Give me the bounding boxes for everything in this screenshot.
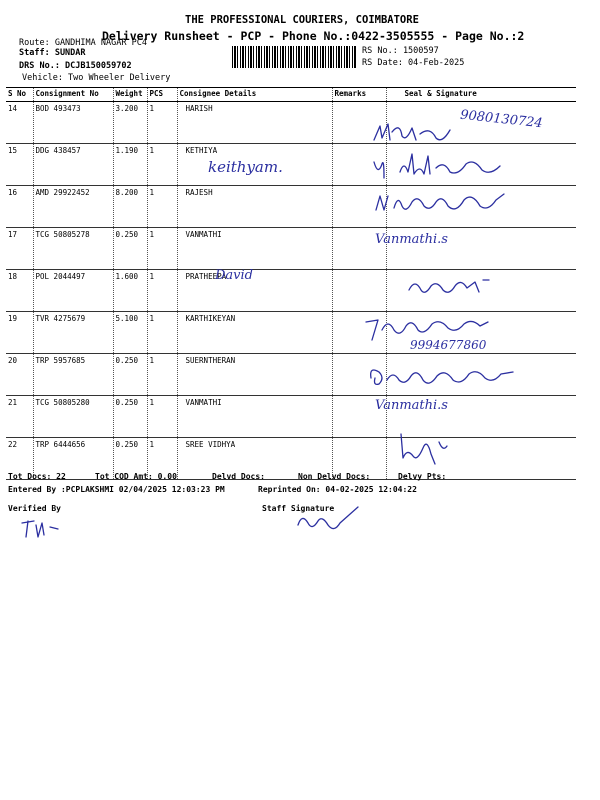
cell-pcs: 1 [147, 186, 177, 228]
cell-sno: 22 [6, 438, 33, 480]
cell-consignee: HARISH [177, 102, 332, 144]
cell-consignment: DDG 438457 [33, 144, 113, 186]
cell-consignee: KETHIYA [177, 144, 332, 186]
cell-consignee: KARTHIKEYAN [177, 312, 332, 354]
cell-consignee: RAJESH [177, 186, 332, 228]
table-row [6, 438, 576, 480]
cell-sno: 20 [6, 354, 33, 396]
rs-number: RS No.: 1500597 [362, 46, 439, 56]
cell-pcs: 1 [147, 354, 177, 396]
col-consignment: Consignment No [33, 88, 113, 102]
col-remarks: Remarks [332, 88, 386, 102]
table-row [6, 396, 576, 438]
cell-sno: 14 [6, 102, 33, 144]
route: Route: GANDHIMA NAGAR PC4 [19, 38, 147, 48]
non-delivered-docs: Non Delvd Docs: [298, 472, 371, 481]
cell-pcs: 1 [147, 270, 177, 312]
cell-sno: 17 [6, 228, 33, 270]
cell-consignment: AMD 29922452 [33, 186, 113, 228]
entered-by: Entered By :PCPLAKSHMI 02/04/2025 12:03:23 PM [8, 485, 225, 494]
company-name: THE PROFESSIONAL COURIERS, COIMBATORE [185, 14, 419, 26]
cell-weight: 1.190 [113, 144, 147, 186]
cell-weight: 8.200 [113, 186, 147, 228]
cell-weight: 0.250 [113, 438, 147, 480]
cell-sno: 16 [6, 186, 33, 228]
staff: Staff: SUNDAR [19, 48, 86, 58]
cell-consignment: TCG 50805280 [33, 396, 113, 438]
signature-22 [395, 428, 455, 468]
signature-18 [405, 274, 495, 300]
cell-consignee: SREE VIDHYA [177, 438, 332, 480]
cell-pcs: 1 [147, 396, 177, 438]
signature-20 [365, 362, 525, 392]
sheet-title: Delivery Runsheet - PCP - Phone No.:0422-3505555 - Page No.:2 [102, 29, 525, 43]
handwritten-phone-19: 9994677860 [410, 338, 487, 352]
signature-16 [372, 188, 522, 218]
cell-consignment: TCG 50805278 [33, 228, 113, 270]
rs-date: RS Date: 04-Feb-2025 [362, 58, 465, 68]
handwritten-consignee-15: keithyam. [208, 158, 283, 176]
cell-pcs: 1 [147, 144, 177, 186]
col-sno: S No [6, 88, 33, 102]
verified-by-label: Verified By [8, 504, 61, 513]
signature-15 [370, 150, 540, 182]
delivered-docs: Delvd Docs: [212, 472, 265, 481]
cell-consignee: SUERNTHERAN [177, 354, 332, 396]
handwritten-sign-17: Vanmathi.s [375, 232, 448, 247]
total-cod-amount: Tot COD Amt: 0.00 [95, 472, 177, 481]
cell-consignee: VANMATHI [177, 396, 332, 438]
cell-weight: 0.250 [113, 228, 147, 270]
table-row [6, 228, 576, 270]
table-header [6, 88, 576, 102]
cell-weight: 3.200 [113, 102, 147, 144]
handwritten-consignee-18: David [215, 268, 253, 283]
cell-remarks [332, 270, 386, 312]
col-signature: Seal & Signature [386, 88, 576, 102]
cell-pcs: 1 [147, 438, 177, 480]
signature-19 [362, 312, 502, 342]
col-pcs: PCS [147, 88, 177, 102]
handwritten-phone-14: 9080130724 [459, 107, 544, 132]
cell-weight: 5.100 [113, 312, 147, 354]
signature-14 [370, 118, 460, 148]
cell-consignee: PRATHEEPA [177, 270, 332, 312]
cell-sno: 19 [6, 312, 33, 354]
drs-number: DRS No.: DCJB150059702 [19, 61, 132, 71]
cell-consignment: TVR 4275679 [33, 312, 113, 354]
cell-sno: 21 [6, 396, 33, 438]
col-consignee: Consignee Details [177, 88, 332, 102]
cell-weight: 1.600 [113, 270, 147, 312]
cell-sno: 15 [6, 144, 33, 186]
staff-signature [292, 505, 362, 541]
reprinted-on: Reprinted On: 04-02-2025 12:04:22 [258, 485, 417, 494]
delivery-points: Delvy Pts: [398, 472, 447, 481]
verifier-signature [18, 515, 68, 541]
cell-pcs: 1 [147, 102, 177, 144]
total-docs: Tot Docs: 22 [8, 472, 66, 481]
vehicle: Vehicle: Two Wheeler Delivery [22, 73, 171, 83]
handwritten-sign-21: Vanmathi.s [375, 398, 448, 413]
cell-consignment: TRP 5957685 [33, 354, 113, 396]
barcode [232, 46, 356, 68]
cell-weight: 0.250 [113, 396, 147, 438]
cell-consignee: VANMATHI [177, 228, 332, 270]
col-weight: Weight [113, 88, 147, 102]
cell-consignment: BOD 493473 [33, 102, 113, 144]
staff-signature-label: Staff Signature [262, 504, 335, 513]
cell-sno: 18 [6, 270, 33, 312]
cell-pcs: 1 [147, 228, 177, 270]
cell-consignment: POL 2044497 [33, 270, 113, 312]
cell-consignment: TRP 6444656 [33, 438, 113, 480]
cell-weight: 0.250 [113, 354, 147, 396]
cell-pcs: 1 [147, 312, 177, 354]
